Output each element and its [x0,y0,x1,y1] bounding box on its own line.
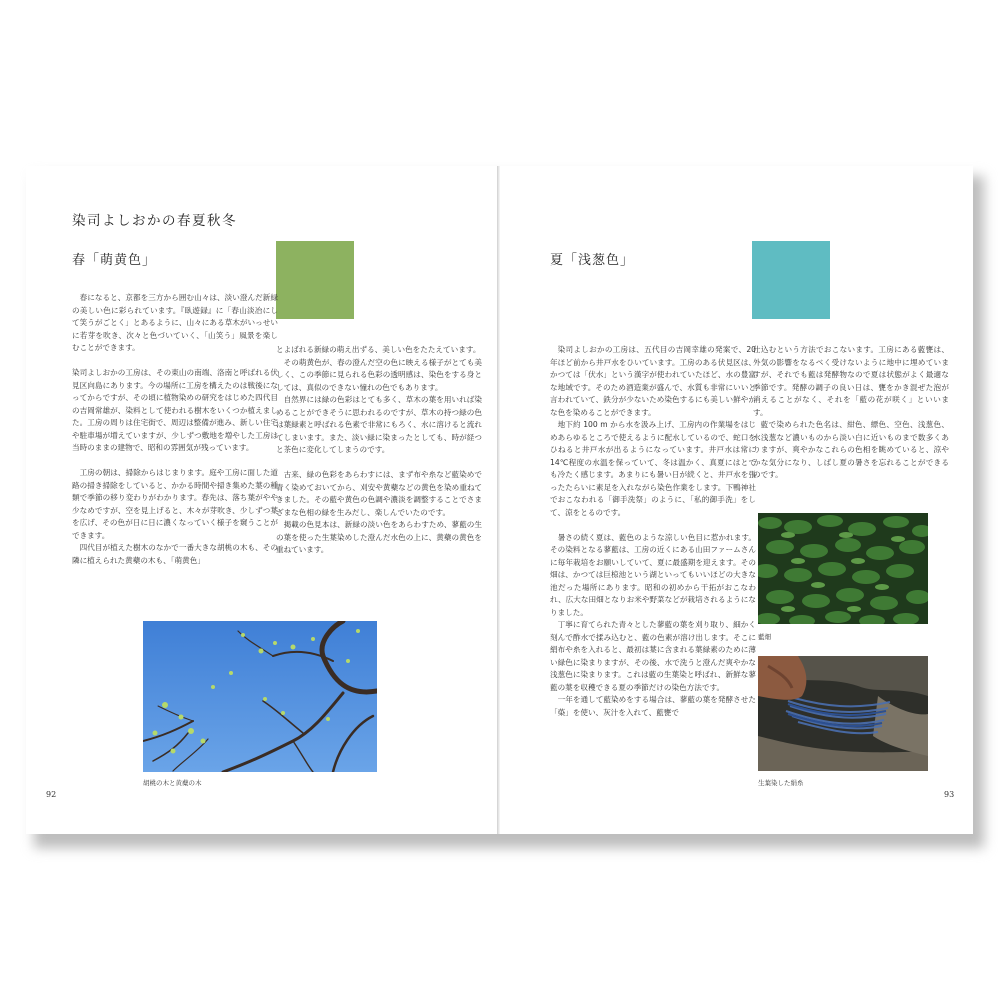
paragraph: 丁寧に育てられた青々とした蓼藍の葉を刈り取り、細かく刻んで酢水で揉み込むと、藍の色素が溶け出します。そこに絹布や糸を入れると、最初は葉に含まれる葉緑素のために薄い緑色に染まりますが、その後、水で洗うと澄んだ爽やかな浅葱色に染まります。これは藍の生葉染と呼ばれ、新鮮な蓼藍の葉を収穫できる夏の季節だけの染色方法です。 [550,620,756,692]
paragraph: 春になると、京都を三方から囲む山々は、淡い澄んだ新緑の美しい色に彩られています。『臥遊録』に「春山淡冶にして笑うがごとく」とあるように、山々にある草木がいっせいに若芽を吹き、次々と色づいていく、「山笑う」風景を楽しむことができます。 [72,293,278,352]
paragraph: 暑さの続く夏は、藍色のような涼しい色目に惹かれます。その染料となる蓼藍は、工房の近くにある山田ファームさんに毎年栽培をお願いしていて、夏に最盛期を迎えます。その畑は、かつては巨椋池という湖といってもいいほどの大きな池だった場所にあります。昭和の初めから干拓がおこなわれ、広大な田畑となりお米や野菜などが栽培されるようになりました。 [550,532,756,617]
right-column-2 [753,344,949,494]
paragraph: 工房の朝は、掃除からはじまります。庭や工房に面した道路の掃き掃除をしていると、かかる時間や掃き集めた葉の種類で季節の移り変わりがわかります。春先は、落ち葉がやや少なめですが、空を見上げると、木々が芽吹き、少しずつ葉を広げ、その色が日に日に濃くなっていく様子を窺うことができます。 [72,468,278,540]
paragraph: とよばれる新緑の萌え出ずる、美しい色をたたえています。 [276,345,481,354]
paragraph: 四代目が植えた樹木のなかで一番大きな胡桃の木も、その隣に植えられた黄蘗の木も、「萌黄色」 [72,543,278,565]
paragraph: 一年を通して藍染めをする場合は、蓼藍の葉を発酵させた「蒅」を使い、灰汁を入れて、藍甕で [550,695,756,717]
paragraph: 掲載の色見本は、新緑の淡い色をあらわすため、蓼藍の生の葉を使った生葉染めした澄んだ水色の上に、黄蘗の黄色を重ねています。 [276,520,482,554]
paragraph: 古来、緑の色彩をあらわすには、まず布や糸など藍染めで青く染めておいてから、刈安や黄蘗などの黄色を染め重ねてきました。その藍や黄色の色調や濃淡を調整することでさまざまな色相の緑を生みだし、楽しんでいたのです。 [276,470,482,517]
paragraph: 仕込むという方法でおこないます。工房にある藍甕は、外気の影響をなるべく受けないように地中に埋めていますが、それでも藍は発酵物なので夏は状態がよく最適な季節です。発酵の調子の良い日は、甕をかき混ぜた泡が消えることがなく、それを「藍の花が咲く」といいます。 [753,345,949,417]
section-title-summer: 夏「浅葱色」 [550,253,635,268]
section-title-spring: 春「萌黄色」 [72,253,157,268]
paragraph: その萌黄色が、春の澄んだ空の色に映える様子がとても美しく、この季節に見られる色彩の透明感は、染色をする身としては、真似のできない憧れの色でもあります。 [276,357,482,392]
page-number: 93 [944,790,955,799]
right-page [500,166,973,834]
photo-caption: 藍畑 [758,633,771,641]
left-page [26,166,498,834]
photo-caption: 胡桃の木と黄蘗の木 [143,779,202,787]
paragraph: 染司よしおかの工房は、五代目の吉岡幸雄の発案で、20年ほど前から井戸水をひいています。工房のある伏見区は、かつては「伏水」という漢字が使われていたほど、水の豊富な地域です。そのため酒造業が盛んで、水質も非常にいいと言われていて、鉄分が少ないため染色するにも美しい鮮やかな色を染めることができます。 [550,345,756,417]
page-number: 92 [46,790,57,799]
left-column-2 [276,344,482,569]
paragraph: 染司よしおかの工房は、その東山の南端、洛南と呼ばれる伏見区向島にあります。今の場所に工房を構えたのは戦後になってからですが、その頃に植物染めの研究をはじめた四代目の吉岡常雄が、染料として使われる樹木をいくつか植えました。工房の周りは住宅街で、周辺は整備が進み、新しい住宅や駐車場が増えていますが、少しずつ敷地を増やした工房は当時のままの建物で、昭和の雰囲気が残っています。 [72,368,278,452]
paragraph: 自然界には緑の色彩はとても多く、草木の葉を用いれば染めることができそうに思われるのですが、草木の持つ緑の色は葉緑素と呼ばれる色素で非常にもろく、水に溶けると流れてしまいます。また、淡い緑に染まったとしても、時が経つと茶色に変化してしまうのです。 [276,395,482,454]
photo-walnut-tree [143,621,377,772]
paragraph: 地下約 100 m から水を汲み上げ、工房内の作業場をはじめあらゆるところで使えるように配水しているので、蛇口をひねると井戸水が出るようになっています。井戸水は常に 14℃程度の水温を保っていて、冬は温かく、真夏にはとても冷たく感じます。あまりにも暑い日が続くと、井戸水を張ったたらいに素足を入れながら染色作業をします。下鴨神社でおこなわれる「御手洗祭」のように、「私的御手洗」をして、涼をとるのです。 [550,420,756,517]
running-header: 染司よしおかの春夏秋冬 [72,213,237,229]
left-column-1 [72,292,278,580]
photo-dyed-silk [758,656,928,771]
photo-indigo-field [758,513,928,624]
color-swatch-moegi [276,241,354,319]
paragraph: 藍で染められた色名は、紺色、縹色、空色、浅葱色、水浅葱など濃いものから淡い白に近いものまで数多くありますが、爽やかなこれらの色相を眺めていると、涼やかな気分になり、しばし夏の暑さを忘れることができるのです。 [753,420,949,479]
photo-caption: 生葉染した絹糸 [758,779,804,787]
right-column-1 [550,344,756,732]
color-swatch-asagi [752,241,830,319]
